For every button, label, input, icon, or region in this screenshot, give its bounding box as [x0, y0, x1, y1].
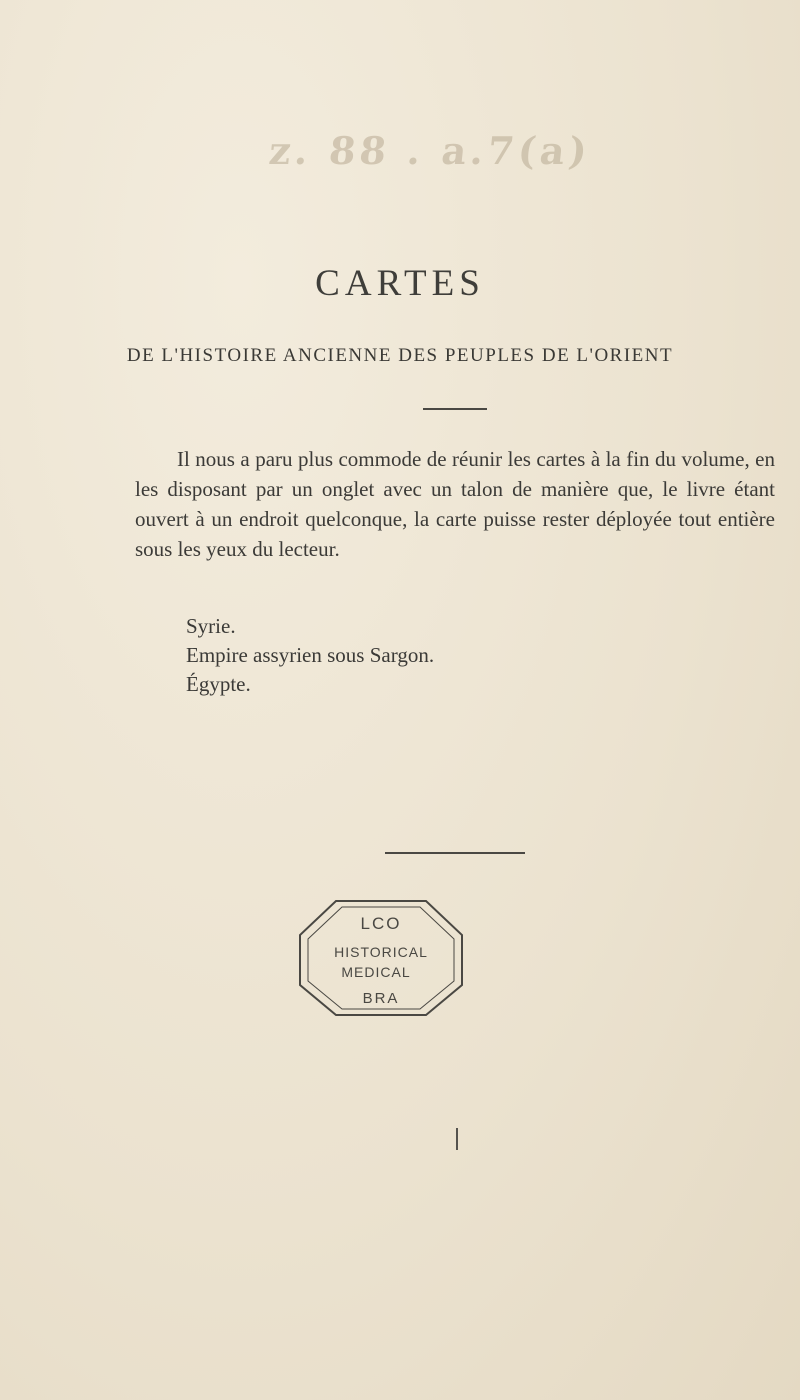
map-list-item: Syrie. [186, 614, 236, 638]
page-subtitle: DE L'HISTOIRE ANCIENNE DES PEUPLES DE L'ORIENT [126, 345, 674, 366]
map-list [186, 612, 434, 699]
page-title: CARTES [315, 263, 485, 304]
map-list-item: Égypte. [186, 672, 251, 696]
stamp-bottom-text: BRA [362, 990, 400, 1007]
map-list-item: Empire assyrien sous Sargon. [186, 643, 435, 667]
stamp-line-2: MEDICAL [341, 964, 411, 980]
scan-mark [456, 1128, 458, 1150]
shelfmark-text: z. 88 . a.7(a) [266, 128, 594, 173]
handwritten-shelfmark [250, 120, 610, 190]
stamp-line-1: HISTORICAL [334, 944, 428, 960]
separator-rule-long [385, 852, 525, 854]
library-stamp-icon [296, 895, 466, 1020]
intro-paragraph: Il nous a paru plus commode de réunir les cartes à la fin du volume, en les disposant par un onglet avec un talon de manière que, le livre étant ouvert à un endroit quelconque, la carte puisse rester déployée tout entière sous les yeux du lecteur. [135, 447, 775, 561]
separator-rule [423, 408, 487, 410]
stamp-top-text: LCO [360, 914, 402, 933]
